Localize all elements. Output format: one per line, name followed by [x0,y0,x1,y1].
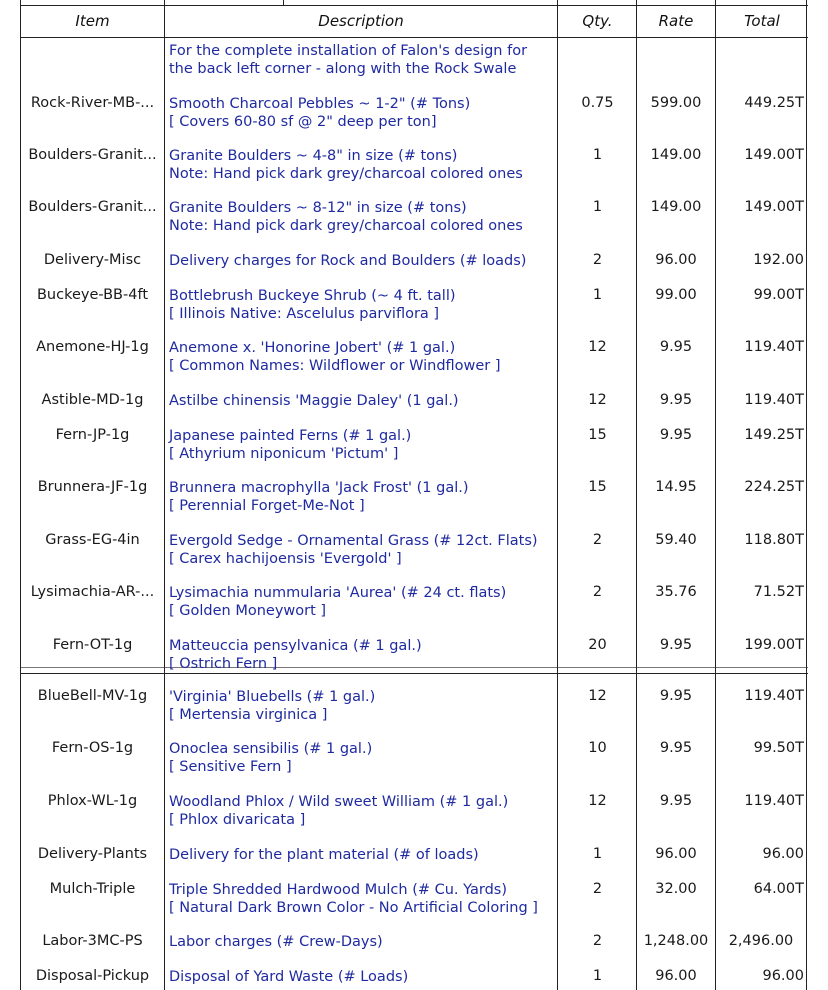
item-qty: 2 [592,532,603,548]
item-rate: 96.00 [655,846,697,862]
item-rate: 9.95 [659,339,693,355]
item-description: Smooth Charcoal Pebbles ~ 1-2" (# Tons) [169,96,471,112]
item-description: Labor charges (# Crew-Days) [169,934,383,950]
item-qty: 10 [588,740,607,756]
item-description-note: Note: Hand pick dark grey/charcoal colored ones [169,166,523,182]
item-description: Brunnera macrophylla 'Jack Frost' (1 gal.) [169,480,469,496]
item-qty: 1 [592,287,603,303]
item-description: Evergold Sedge - Ornamental Grass (# 12ct. Flats) [169,533,538,549]
item-description: Lysimachia nummularia 'Aurea' (# 24 ct. flats) [169,585,507,601]
item-code: Fern-JP-1g [55,427,130,443]
item-qty: 1 [592,846,603,862]
item-rate: 14.95 [655,479,697,495]
item-code: Lysimachia-AR-... [30,584,155,600]
item-description: Astilbe chinensis 'Maggie Daley' (1 gal.) [169,393,459,409]
item-code: Delivery-Plants [37,846,148,862]
item-qty: 1 [592,968,603,984]
col-rule-item [164,0,165,990]
item-description-note: [ Covers 60-80 sf @ 2" deep per ton] [169,114,437,130]
item-description: Disposal of Yard Waste (# Loads) [169,969,409,985]
item-description-note: [ Sensitive Fern ] [169,759,292,775]
item-description-note: [ Phlox divaricata ] [169,812,306,828]
col-rule-stub [283,0,284,6]
item-qty: 15 [588,479,607,495]
item-description-note: [ Perennial Forget-Me-Not ] [169,498,365,514]
item-description: Woodland Phlox / Wild sweet William (# 1 gal.) [169,794,509,810]
item-total: 64.00T [753,881,804,897]
item-description: Granite Boulders ~ 8-12" in size (# tons) [169,200,467,216]
item-code: Boulders-Granit... [28,199,157,215]
item-total: 119.40T [744,339,804,355]
item-code: Disposal-Pickup [35,968,150,984]
item-code: BlueBell-MV-1g [37,688,148,704]
item-qty: 0.75 [581,95,614,111]
item-total: 224.25T [744,479,804,495]
item-description-note: [ Ostrich Fern ] [169,656,278,672]
item-rate: 32.00 [655,881,697,897]
item-description-note: [ Athyrium niponicum 'Pictum' ] [169,446,399,462]
item-code: Boulders-Granit... [28,147,157,163]
item-total: 2,496.00 [728,933,794,949]
item-description-note: [ Natural Dark Brown Color - No Artificial Coloring ] [169,900,538,916]
item-description: Matteuccia pensylvanica (# 1 gal.) [169,638,422,654]
item-qty: 12 [588,688,607,704]
item-total: 99.50T [753,740,804,756]
header-description: Description [318,12,404,30]
item-total: 99.00T [753,287,804,303]
item-total: 149.00T [744,199,804,215]
item-rate: 96.00 [655,252,697,268]
item-description: Bottlebrush Buckeye Shrub (~ 4 ft. tall) [169,288,456,304]
item-rate: 99.00 [655,287,697,303]
item-code: Labor-3MC-PS [42,933,143,949]
item-qty: 15 [588,427,607,443]
item-qty: 2 [592,933,603,949]
item-qty: 20 [588,637,607,653]
item-total: 119.40T [744,392,804,408]
item-rate: 9.95 [659,688,693,704]
item-rate: 149.00 [650,147,702,163]
item-description-note: [ Illinois Native: Ascelulus parviflora ] [169,306,440,322]
item-total: 71.52T [753,584,804,600]
item-code: Fern-OS-1g [51,740,134,756]
item-rate: 149.00 [650,199,702,215]
item-rate: 9.95 [659,392,693,408]
item-rate: 35.76 [655,584,697,600]
item-code: Buckeye-BB-4ft [36,287,148,303]
item-code: Mulch-Triple [49,881,136,897]
intro-line: For the complete installation of Falon's design for [169,43,528,59]
item-code: Delivery-Misc [43,252,142,268]
item-rate: 96.00 [655,968,697,984]
item-code: Brunnera-JF-1g [37,479,148,495]
item-rate: 599.00 [650,95,702,111]
item-code: Phlox-WL-1g [47,793,138,809]
header-qty: Qty. [582,12,613,30]
item-description: Triple Shredded Hardwood Mulch (# Cu. Yards) [169,882,508,898]
col-rule-rate [715,0,716,990]
item-qty: 12 [588,339,607,355]
item-code: Grass-EG-4in [45,532,140,548]
item-total: 119.40T [744,688,804,704]
item-rate: 9.95 [659,793,693,809]
item-description: Anemone x. 'Honorine Jobert' (# 1 gal.) [169,340,456,356]
header-bottom-rule [20,37,808,38]
item-qty: 1 [592,199,603,215]
item-total: 449.25T [744,95,804,111]
item-qty: 2 [592,252,603,268]
item-qty: 2 [592,584,603,600]
item-rate: 1,248.00 [643,933,709,949]
page-break-rule-2 [20,673,808,674]
item-code: Anemone-HJ-1g [36,339,149,355]
item-qty: 12 [588,793,607,809]
item-description-note: [ Golden Moneywort ] [169,603,327,619]
item-rate: 9.95 [659,427,693,443]
item-description: 'Virginia' Bluebells (# 1 gal.) [169,689,376,705]
item-code: Fern-OT-1g [52,637,133,653]
item-total: 149.00T [744,147,804,163]
item-total: 118.80T [744,532,804,548]
item-rate: 9.95 [659,637,693,653]
item-description: Delivery for the plant material (# of loads) [169,847,479,863]
item-description: Delivery charges for Rock and Boulders (# loads) [169,253,527,269]
item-total: 96.00 [762,846,804,862]
header-item: Item [75,12,110,30]
item-code: Rock-River-MB-... [30,95,155,111]
intro-line: the back left corner - along with the Rock Swale [169,61,517,77]
item-total: 199.00T [744,637,804,653]
col-rule-right [806,0,807,990]
item-code: Astible-MD-1g [41,392,144,408]
item-description-note: Note: Hand pick dark grey/charcoal colored ones [169,218,523,234]
item-total: 149.25T [744,427,804,443]
item-description: Onoclea sensibilis (# 1 gal.) [169,741,373,757]
item-total: 192.00 [753,252,804,268]
item-description-note: [ Common Names: Wildflower or Windflower ] [169,358,501,374]
header-total: Total [744,12,780,30]
item-qty: 2 [592,881,603,897]
item-description: Granite Boulders ~ 4-8" in size (# tons) [169,148,458,164]
item-description-note: [ Carex hachijoensis 'Evergold' ] [169,551,402,567]
item-qty: 1 [592,147,603,163]
item-rate: 59.40 [655,532,697,548]
item-total: 119.40T [744,793,804,809]
item-qty: 12 [588,392,607,408]
item-description-note: [ Mertensia virginica ] [169,707,328,723]
item-rate: 9.95 [659,740,693,756]
header-rate: Rate [658,12,694,30]
item-description: Japanese painted Ferns (# 1 gal.) [169,428,412,444]
item-total: 96.00 [762,968,804,984]
top-rule [20,5,808,6]
